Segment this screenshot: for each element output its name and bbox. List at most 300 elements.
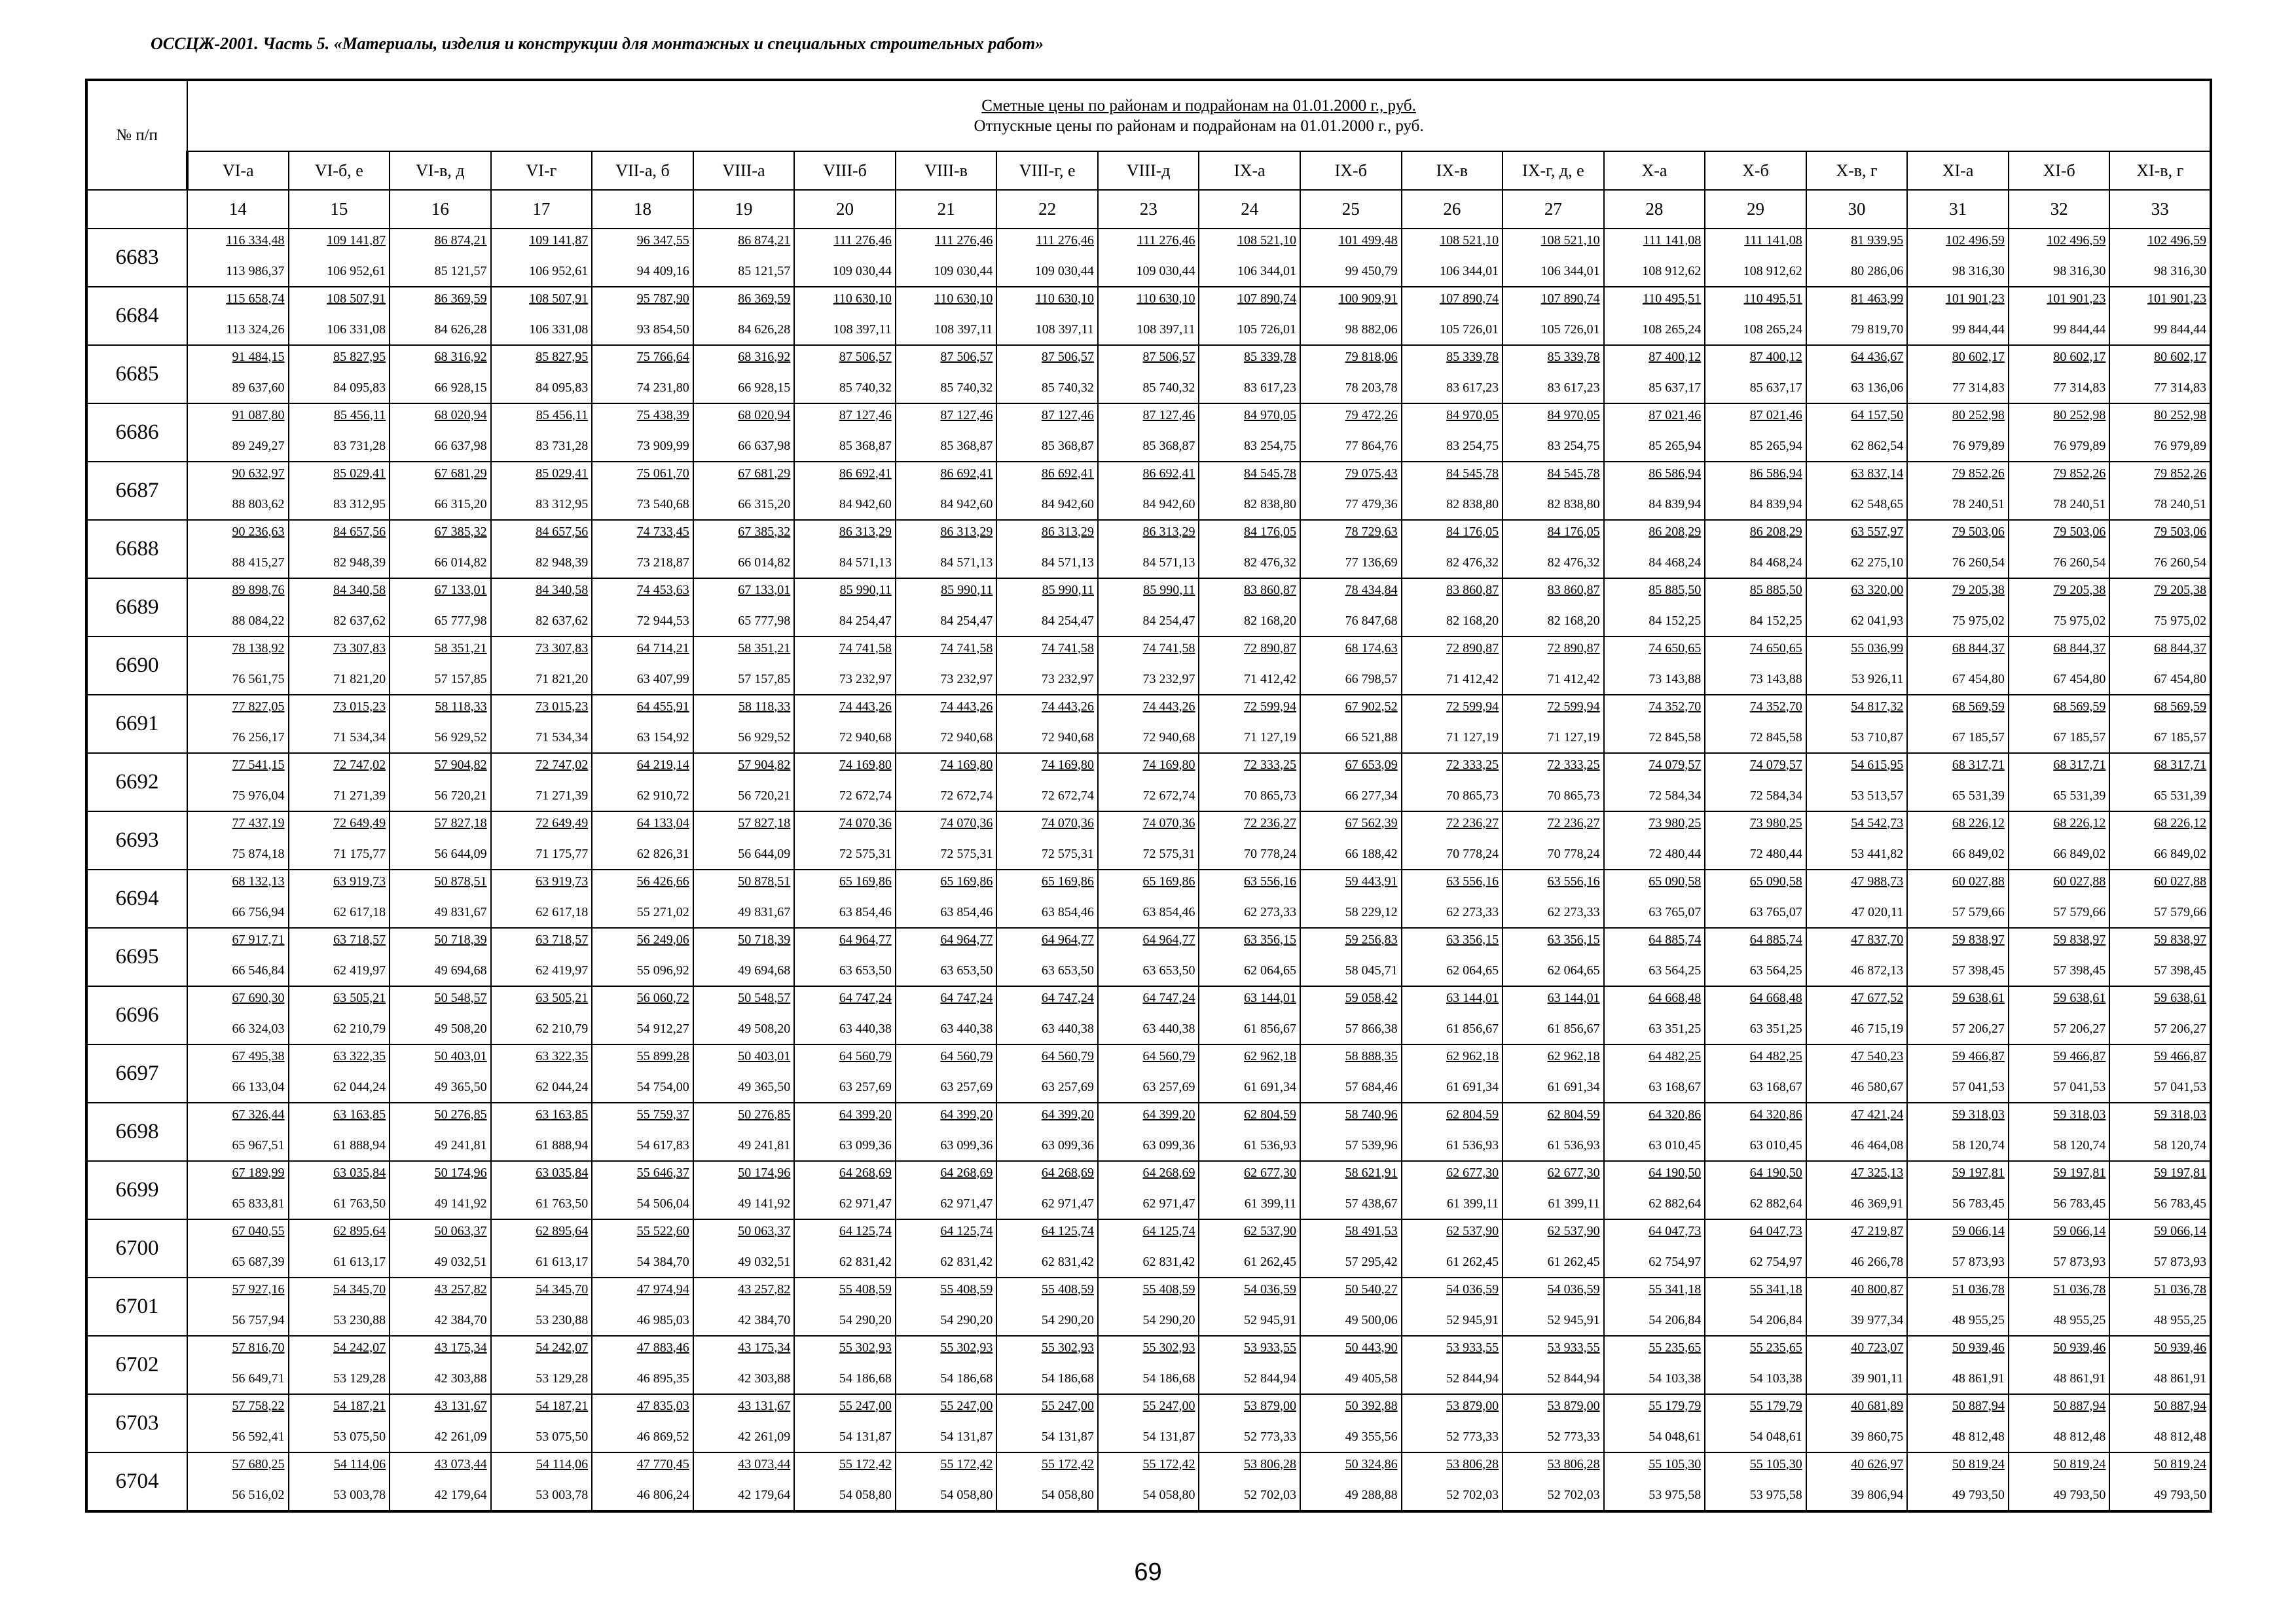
factory-price: 57 539,96 — [1345, 1137, 1398, 1153]
price-cell — [1806, 462, 1908, 520]
column-number-row — [86, 190, 2211, 229]
estimate-price: 55 235,65 — [1649, 1340, 1702, 1355]
estimate-price: 68 569,59 — [2053, 699, 2106, 714]
price-cell — [1402, 1452, 1503, 1511]
estimate-price: 79 503,06 — [1952, 524, 2005, 539]
price-cell — [1604, 520, 1705, 578]
factory-price: 85 368,87 — [1041, 438, 1094, 453]
factory-price: 52 702,03 — [1244, 1487, 1297, 1502]
factory-price: 57 206,27 — [2053, 1021, 2106, 1036]
estimate-price: 64 714,21 — [636, 640, 689, 655]
price-cell — [1503, 1219, 1604, 1278]
estimate-price: 101 901,23 — [2147, 291, 2207, 306]
estimate-price: 74 443,26 — [1142, 699, 1195, 714]
estimate-price: 68 226,12 — [1952, 815, 2005, 830]
factory-price: 106 331,08 — [327, 322, 386, 337]
factory-price: 84 571,13 — [940, 555, 993, 570]
price-cell — [1806, 986, 1908, 1044]
estimate-price: 64 399,20 — [1142, 1107, 1195, 1122]
factory-price: 65 833,81 — [232, 1196, 285, 1211]
estimate-price: 72 649,49 — [536, 815, 589, 830]
price-cell — [1907, 403, 2009, 462]
price-cell — [1300, 1278, 1402, 1336]
price-cell — [1604, 928, 1705, 986]
factory-price: 62 275,10 — [1851, 555, 1904, 570]
factory-price: 78 203,78 — [1345, 380, 1398, 395]
estimate-price: 83 860,87 — [1244, 582, 1297, 597]
factory-price: 78 240,51 — [2154, 496, 2207, 511]
row-number: 6684 — [86, 287, 187, 345]
factory-price: 49 831,67 — [434, 904, 487, 919]
factory-price: 75 976,04 — [232, 788, 285, 803]
estimate-price: 79 205,38 — [2154, 582, 2207, 597]
factory-price: 105 726,01 — [1540, 322, 1600, 337]
factory-price: 57 041,53 — [2053, 1079, 2106, 1094]
estimate-price: 84 545,78 — [1446, 466, 1499, 481]
price-cell — [1907, 1219, 2009, 1278]
price-cell — [2109, 695, 2211, 753]
factory-price: 73 540,68 — [636, 496, 689, 511]
price-cell — [491, 1219, 592, 1278]
estimate-price: 43 257,82 — [738, 1282, 791, 1297]
price-cell — [996, 637, 1098, 695]
price-cell — [289, 520, 390, 578]
price-cell — [2109, 1452, 2211, 1511]
estimate-price: 58 740,96 — [1345, 1107, 1398, 1122]
estimate-price: 67 133,01 — [738, 582, 791, 597]
factory-price: 57 157,85 — [738, 671, 791, 686]
factory-price: 82 476,32 — [1446, 555, 1499, 570]
price-cell — [1199, 229, 1300, 287]
factory-price: 88 084,22 — [232, 613, 285, 628]
price-cell — [491, 578, 592, 637]
estimate-price: 51 036,78 — [1952, 1282, 2005, 1297]
price-cell — [693, 1161, 795, 1219]
price-cell — [187, 870, 289, 928]
estimate-price: 87 400,12 — [1749, 349, 1802, 364]
price-cell — [693, 345, 795, 403]
estimate-price: 59 443,91 — [1345, 874, 1398, 889]
estimate-price: 79 075,43 — [1345, 466, 1398, 481]
price-cell — [693, 1452, 795, 1511]
district-header: XI-в, г — [2109, 151, 2211, 190]
estimate-price: 63 144,01 — [1446, 990, 1499, 1005]
estimate-price: 53 879,00 — [1244, 1398, 1297, 1413]
price-cell — [794, 870, 896, 928]
price-cell — [1300, 520, 1402, 578]
estimate-price: 86 369,59 — [738, 291, 791, 306]
factory-price: 49 141,92 — [434, 1196, 487, 1211]
estimate-price: 68 132,13 — [232, 874, 285, 889]
estimate-price: 63 556,16 — [1244, 874, 1297, 889]
price-cell — [1503, 1452, 1604, 1511]
price-cell — [1705, 578, 1806, 637]
factory-price: 54 058,80 — [1142, 1487, 1195, 1502]
price-cell — [996, 1219, 1098, 1278]
estimate-price: 64 125,74 — [1142, 1223, 1195, 1238]
row-number: 6683 — [86, 229, 187, 287]
estimate-price: 55 172,42 — [1041, 1456, 1094, 1471]
price-cell — [1705, 520, 1806, 578]
estimate-price: 64 560,79 — [839, 1048, 892, 1063]
estimate-price: 64 399,20 — [940, 1107, 993, 1122]
price-cell — [592, 578, 693, 637]
table-row — [86, 1452, 2211, 1511]
estimate-price: 101 901,23 — [1945, 291, 2005, 306]
price-cell — [1907, 753, 2009, 811]
factory-price: 84 095,83 — [333, 380, 386, 395]
price-cell — [187, 229, 289, 287]
price-cell — [2109, 1336, 2211, 1394]
factory-price: 63 653,50 — [839, 963, 892, 978]
price-cell — [693, 1336, 795, 1394]
estimate-price: 43 257,82 — [434, 1282, 487, 1297]
price-cell — [693, 1044, 795, 1103]
factory-price: 49 405,58 — [1345, 1371, 1398, 1386]
price-cell — [1604, 1452, 1705, 1511]
estimate-price: 68 569,59 — [2154, 699, 2207, 714]
factory-price: 54 131,87 — [839, 1429, 892, 1444]
price-cell — [693, 870, 795, 928]
estimate-price: 67 681,29 — [434, 466, 487, 481]
estimate-price: 85 339,78 — [1446, 349, 1499, 364]
estimate-price: 74 741,58 — [1041, 640, 1094, 655]
estimate-price: 63 718,57 — [536, 932, 589, 947]
estimate-price: 85 990,11 — [1143, 582, 1195, 597]
factory-price: 52 773,33 — [1547, 1429, 1600, 1444]
factory-price: 99 450,79 — [1345, 263, 1398, 278]
factory-price: 63 765,07 — [1749, 904, 1802, 919]
estimate-price: 74 741,58 — [940, 640, 993, 655]
price-cell — [2109, 753, 2211, 811]
row-number: 6696 — [86, 986, 187, 1044]
estimate-price: 47 219,87 — [1851, 1223, 1904, 1238]
price-cell — [996, 578, 1098, 637]
estimate-price: 85 885,50 — [1649, 582, 1702, 597]
price-cell — [1907, 1394, 2009, 1452]
price-cell — [996, 1336, 1098, 1394]
estimate-price: 81 463,99 — [1851, 291, 1904, 306]
factory-price: 73 232,97 — [1041, 671, 1094, 686]
factory-price: 62 971,47 — [940, 1196, 993, 1211]
factory-price: 61 613,17 — [536, 1254, 589, 1269]
factory-price: 71 412,42 — [1244, 671, 1297, 686]
factory-price: 49 831,67 — [738, 904, 791, 919]
price-cell — [794, 462, 896, 520]
estimate-price: 64 747,24 — [1142, 990, 1195, 1005]
row-number: 6699 — [86, 1161, 187, 1219]
estimate-price: 79 852,26 — [2053, 466, 2106, 481]
factory-price: 84 626,28 — [738, 322, 791, 337]
table-row — [86, 928, 2211, 986]
estimate-price: 87 021,46 — [1749, 407, 1802, 422]
estimate-price: 80 602,17 — [1952, 349, 2005, 364]
price-cell — [390, 1278, 491, 1336]
estimate-price: 110 630,10 — [934, 291, 993, 306]
price-cell — [1806, 229, 1908, 287]
price-cell — [2009, 1336, 2110, 1394]
price-cell — [1705, 811, 1806, 870]
estimate-price: 59 066,14 — [1952, 1223, 2005, 1238]
estimate-price: 74 070,36 — [839, 815, 892, 830]
estimate-price: 63 322,35 — [536, 1048, 589, 1063]
factory-price: 63 407,99 — [636, 671, 689, 686]
estimate-price: 87 506,57 — [1142, 349, 1195, 364]
factory-price: 42 261,09 — [738, 1429, 791, 1444]
price-cell — [693, 811, 795, 870]
price-cell — [1604, 1219, 1705, 1278]
factory-price: 84 254,47 — [940, 613, 993, 628]
table-row — [86, 870, 2211, 928]
estimate-price: 73 980,25 — [1649, 815, 1702, 830]
price-cell — [187, 1219, 289, 1278]
estimate-price: 50 403,01 — [434, 1048, 487, 1063]
estimate-price: 64 560,79 — [1142, 1048, 1195, 1063]
factory-price: 54 048,61 — [1749, 1429, 1802, 1444]
estimate-price: 87 506,57 — [839, 349, 892, 364]
estimate-price: 50 540,27 — [1345, 1282, 1398, 1297]
table-caption — [187, 80, 2211, 151]
price-cell — [1300, 1219, 1402, 1278]
price-cell — [2009, 1161, 2110, 1219]
price-cell — [1503, 1161, 1604, 1219]
estimate-price: 68 020,94 — [434, 407, 487, 422]
estimate-price: 111 276,46 — [1137, 232, 1195, 248]
price-cell — [592, 986, 693, 1044]
price-cell — [289, 1278, 390, 1336]
column-number: 16 — [390, 190, 491, 229]
estimate-price: 43 175,34 — [738, 1340, 791, 1355]
factory-price: 63 010,45 — [1649, 1137, 1702, 1153]
price-cell — [592, 229, 693, 287]
price-cell — [896, 811, 997, 870]
table-row — [86, 637, 2211, 695]
price-cell — [187, 753, 289, 811]
price-cell — [794, 345, 896, 403]
factory-price: 71 127,19 — [1547, 729, 1600, 745]
estimate-price: 63 163,85 — [333, 1107, 386, 1122]
estimate-price: 100 909,91 — [1338, 291, 1398, 306]
factory-price: 66 014,82 — [738, 555, 791, 570]
column-number: 29 — [1705, 190, 1806, 229]
estimate-price: 63 557,97 — [1851, 524, 1904, 539]
factory-price: 56 929,52 — [738, 729, 791, 745]
estimate-price: 40 626,97 — [1851, 1456, 1904, 1471]
column-number: 30 — [1806, 190, 1908, 229]
factory-price: 62 548,65 — [1851, 496, 1904, 511]
factory-price: 66 014,82 — [434, 555, 487, 570]
estimate-price: 72 649,49 — [333, 815, 386, 830]
price-cell — [1098, 345, 1199, 403]
price-cell — [1402, 1044, 1503, 1103]
table-row — [86, 578, 2211, 637]
factory-price: 73 909,99 — [636, 438, 689, 453]
estimate-price: 53 879,00 — [1547, 1398, 1600, 1413]
factory-price: 61 691,34 — [1446, 1079, 1499, 1094]
estimate-price: 67 189,99 — [232, 1165, 285, 1180]
factory-price: 84 152,25 — [1649, 613, 1702, 628]
price-cell — [2009, 520, 2110, 578]
estimate-price: 80 252,98 — [2154, 407, 2207, 422]
estimate-price: 53 879,00 — [1446, 1398, 1499, 1413]
factory-price: 39 806,94 — [1851, 1487, 1904, 1502]
factory-price: 67 454,80 — [2053, 671, 2106, 686]
price-cell — [390, 753, 491, 811]
factory-price: 89 249,27 — [232, 438, 285, 453]
column-number: 19 — [693, 190, 795, 229]
factory-price: 70 778,24 — [1446, 846, 1499, 861]
price-cell — [1604, 1044, 1705, 1103]
table-row — [86, 986, 2211, 1044]
estimate-price: 80 252,98 — [2053, 407, 2106, 422]
factory-price: 63 765,07 — [1649, 904, 1702, 919]
factory-price: 62 862,54 — [1851, 438, 1904, 453]
estimate-price: 86 874,21 — [738, 232, 791, 248]
estimate-price: 85 029,41 — [333, 466, 386, 481]
price-cell — [896, 520, 997, 578]
estimate-price: 50 063,37 — [434, 1223, 487, 1238]
factory-price: 61 888,94 — [536, 1137, 589, 1153]
factory-price: 62 826,31 — [636, 846, 689, 861]
price-cell — [491, 928, 592, 986]
price-cell — [1402, 287, 1503, 345]
factory-price: 82 168,20 — [1244, 613, 1297, 628]
estimate-price: 95 787,90 — [636, 291, 689, 306]
factory-price: 39 860,75 — [1851, 1429, 1904, 1444]
price-cell — [1503, 403, 1604, 462]
price-cell — [1402, 1161, 1503, 1219]
price-cell — [1300, 345, 1402, 403]
price-cell — [289, 229, 390, 287]
price-cell — [794, 1219, 896, 1278]
estimate-price: 78 434,84 — [1345, 582, 1398, 597]
price-cell — [1098, 403, 1199, 462]
factory-price: 78 240,51 — [2053, 496, 2106, 511]
estimate-price: 74 741,58 — [1142, 640, 1195, 655]
factory-price: 108 912,62 — [1743, 263, 1802, 278]
price-cell — [1098, 1452, 1199, 1511]
estimate-price: 87 506,57 — [1041, 349, 1094, 364]
price-cell — [491, 1452, 592, 1511]
factory-price: 62 273,33 — [1244, 904, 1297, 919]
price-cell — [996, 695, 1098, 753]
factory-price: 63 653,50 — [940, 963, 993, 978]
factory-price: 56 644,09 — [738, 846, 791, 861]
price-cell — [187, 287, 289, 345]
price-cell — [1300, 637, 1402, 695]
factory-price: 49 694,68 — [434, 963, 487, 978]
factory-price: 106 331,08 — [529, 322, 589, 337]
price-cell — [1604, 1336, 1705, 1394]
price-cell — [592, 1394, 693, 1452]
factory-price: 70 778,24 — [1244, 846, 1297, 861]
price-cell — [1300, 811, 1402, 870]
factory-price: 70 778,24 — [1547, 846, 1600, 861]
price-cell — [390, 637, 491, 695]
price-cell — [390, 1219, 491, 1278]
factory-price: 84 942,60 — [1142, 496, 1195, 511]
price-cell — [2009, 229, 2110, 287]
row-number: 6700 — [86, 1219, 187, 1278]
price-cell — [1199, 578, 1300, 637]
row-number: 6685 — [86, 345, 187, 403]
factory-price: 84 468,24 — [1749, 555, 1802, 570]
factory-price: 52 844,94 — [1244, 1371, 1297, 1386]
price-cell — [896, 1044, 997, 1103]
price-cell — [794, 287, 896, 345]
price-cell — [896, 1336, 997, 1394]
price-cell — [289, 695, 390, 753]
estimate-price: 55 341,18 — [1749, 1282, 1802, 1297]
estimate-price: 74 169,80 — [839, 757, 892, 772]
estimate-price: 67 326,44 — [232, 1107, 285, 1122]
estimate-price: 111 141,08 — [1643, 232, 1702, 248]
factory-price: 63 351,25 — [1649, 1021, 1702, 1036]
factory-price: 83 617,23 — [1547, 380, 1600, 395]
price-cell — [896, 1278, 997, 1336]
column-number: 22 — [996, 190, 1098, 229]
factory-price: 85 740,32 — [940, 380, 993, 395]
price-cell — [794, 1394, 896, 1452]
factory-price: 66 546,84 — [232, 963, 285, 978]
price-cell — [1199, 1044, 1300, 1103]
factory-price: 53 129,28 — [536, 1371, 589, 1386]
estimate-price: 62 962,18 — [1547, 1048, 1600, 1063]
factory-price: 61 262,45 — [1244, 1254, 1297, 1269]
price-cell — [693, 229, 795, 287]
factory-price: 85 637,17 — [1749, 380, 1802, 395]
estimate-price: 68 316,92 — [434, 349, 487, 364]
factory-price: 72 480,44 — [1649, 846, 1702, 861]
estimate-price: 64 560,79 — [1041, 1048, 1094, 1063]
price-cell — [1199, 403, 1300, 462]
factory-price: 62 041,93 — [1851, 613, 1904, 628]
factory-price: 61 399,11 — [1244, 1196, 1297, 1211]
price-cell — [1098, 1219, 1199, 1278]
estimate-price: 64 964,77 — [1142, 932, 1195, 947]
factory-price: 65 531,39 — [1952, 788, 2005, 803]
price-cell — [1098, 578, 1199, 637]
price-cell — [1402, 1336, 1503, 1394]
estimate-price: 64 964,77 — [940, 932, 993, 947]
price-cell — [187, 986, 289, 1044]
factory-price: 83 254,75 — [1547, 438, 1600, 453]
factory-price: 54 103,38 — [1649, 1371, 1702, 1386]
estimate-price: 64 125,74 — [1041, 1223, 1094, 1238]
table-body — [86, 229, 2211, 1511]
price-cell — [2109, 1278, 2211, 1336]
factory-price: 57 398,45 — [2154, 963, 2207, 978]
price-cell — [794, 1452, 896, 1511]
factory-price: 58 120,74 — [1952, 1137, 2005, 1153]
estimate-price: 79 818,06 — [1345, 349, 1398, 364]
factory-price: 67 185,57 — [2053, 729, 2106, 745]
price-cell — [996, 928, 1098, 986]
factory-price: 71 127,19 — [1446, 729, 1499, 745]
price-cell — [794, 637, 896, 695]
factory-price: 63 351,25 — [1749, 1021, 1802, 1036]
estimate-price: 68 569,59 — [1952, 699, 2005, 714]
price-cell — [1300, 928, 1402, 986]
price-cell — [896, 345, 997, 403]
factory-price: 85 368,87 — [1142, 438, 1195, 453]
price-cell — [2109, 928, 2211, 986]
estimate-price: 55 341,18 — [1649, 1282, 1702, 1297]
price-cell — [794, 578, 896, 637]
table-row — [86, 1161, 2211, 1219]
estimate-price: 74 443,26 — [839, 699, 892, 714]
estimate-price: 65 090,58 — [1649, 874, 1702, 889]
